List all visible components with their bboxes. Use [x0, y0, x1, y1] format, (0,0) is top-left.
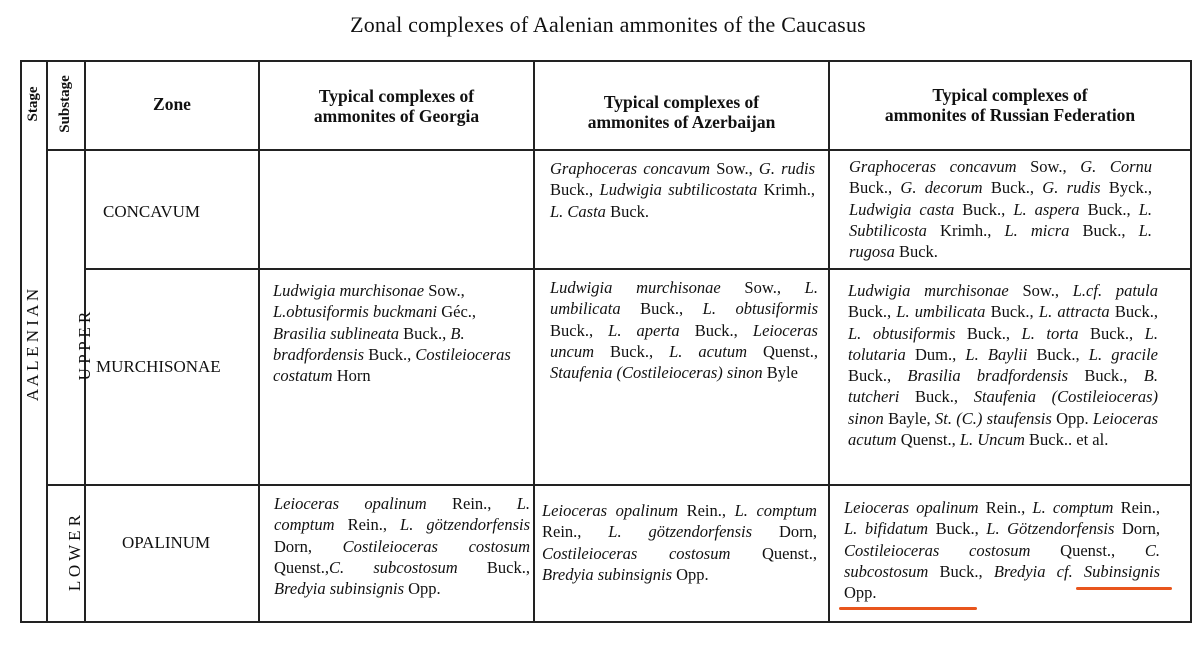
- cell-opalinum-georgia: Leioceras opalinum Rein., L. comptum Rein., L. götzendorfensis Dorn, Costileioceras costosum Quenst.,C. subcostosum Buck., Bredyia subinsignis Opp.: [274, 494, 530, 599]
- page-title: Zonal complexes of Aalenian ammonites of the Caucasus: [350, 12, 866, 37]
- zone-murchisonae: MURCHISONAE: [96, 357, 221, 376]
- row-divider-concavum: [84, 268, 1192, 270]
- header-zone: Zone: [153, 94, 191, 114]
- header-divider: [46, 149, 1192, 151]
- header-russia: Typical complexes of ammonites of Russian Federation: [884, 85, 1136, 125]
- highlight-underline-1: [1076, 587, 1172, 590]
- header-substage: Substage: [57, 75, 73, 133]
- cell-concavum-azerbaijan: Graphoceras concavum Sow., G. rudis Buck., Ludwigia subtilicostata Krimh., L. Casta Buck.: [550, 159, 816, 221]
- cell-opalinum-azerbaijan: Leioceras opalinum Rein., L. comptum Rein., L. götzendorfensis Dorn, Costileioceras costosum Quenst., Bredyia subinsignis Opp.: [542, 501, 817, 584]
- zonal-table: [20, 60, 1192, 623]
- stage-label: A A L E N I A N: [23, 288, 42, 402]
- table-divider-stage: [46, 60, 48, 623]
- cell-murchisonae-georgia: Ludwigia murchisonae Sow., L.obtusiformis buckmani Géc., Brasilia sublineata Buck., B. bradfordensis Buck., Costileioceras costatum Horn: [273, 281, 511, 386]
- row-divider-murchisonae: [46, 484, 1192, 486]
- zone-concavum: CONCAVUM: [103, 202, 200, 221]
- header-azerbaijan: Typical complexes of ammonites of Azerbaijan: [587, 92, 776, 132]
- cell-concavum-russia: Graphoceras concavum Sow., G. Cornu Buck., G. decorum Buck., G. rudis Byck., Ludwigia casta Buck., L. aspera Buck., L. Subtilicosta Krimh., L. micra Buck., L. rugosa Buck.: [849, 157, 1153, 262]
- substage-lower-label: L O W E R: [65, 514, 84, 592]
- table-divider-azerbaijan: [828, 60, 830, 623]
- table-divider-georgia: [533, 60, 535, 623]
- cell-murchisonae-russia: Ludwigia murchisonae Sow., L.cf. patula Buck., L. umbilicata Buck., L. attracta Buck., L. obtusiformis Buck., L. torta Buck., L. tolutaria Dum., L. Baylii Buck., L. gracile Buck., Brasilia bradfordensis Buck., B. tutcheri Buck., Staufenia (Costileioceras) sinon Bayle, St. (C.) staufensis Opp. Leioceras acutum Quenst., L. Uncum Buck.. et al.: [848, 281, 1158, 450]
- highlight-underline-2: [839, 607, 977, 610]
- cell-opalinum-russia: Leioceras opalinum Rein., L. comptum Rein., L. bifidatum Buck., L. Götzendorfensis Dorn, Costileioceras costosum Quenst., C. subcostosum Buck., Bredyia cf. Subinsignis Opp.: [844, 498, 1160, 603]
- zone-opalinum: OPALINUM: [122, 533, 211, 552]
- table-divider-zone: [258, 60, 260, 623]
- table-border-top: [20, 60, 1192, 62]
- header-stage: Stage: [25, 86, 41, 122]
- substage-upper-label: U P P E R: [75, 311, 94, 381]
- table-border-bottom: [20, 621, 1192, 623]
- header-georgia: Typical complexes of ammonites of Georgia: [313, 86, 480, 126]
- cell-murchisonae-azerbaijan: Ludwigia murchisonae Sow., L. umbilicata Buck., L. obtusiformis Buck., L. aperta Buck., Leioceras uncum Buck., L. acutum Quenst., Staufenia (Costileioceras) sinon Byle: [550, 278, 819, 383]
- table-border-left: [20, 60, 22, 623]
- table-border-right: [1190, 60, 1192, 623]
